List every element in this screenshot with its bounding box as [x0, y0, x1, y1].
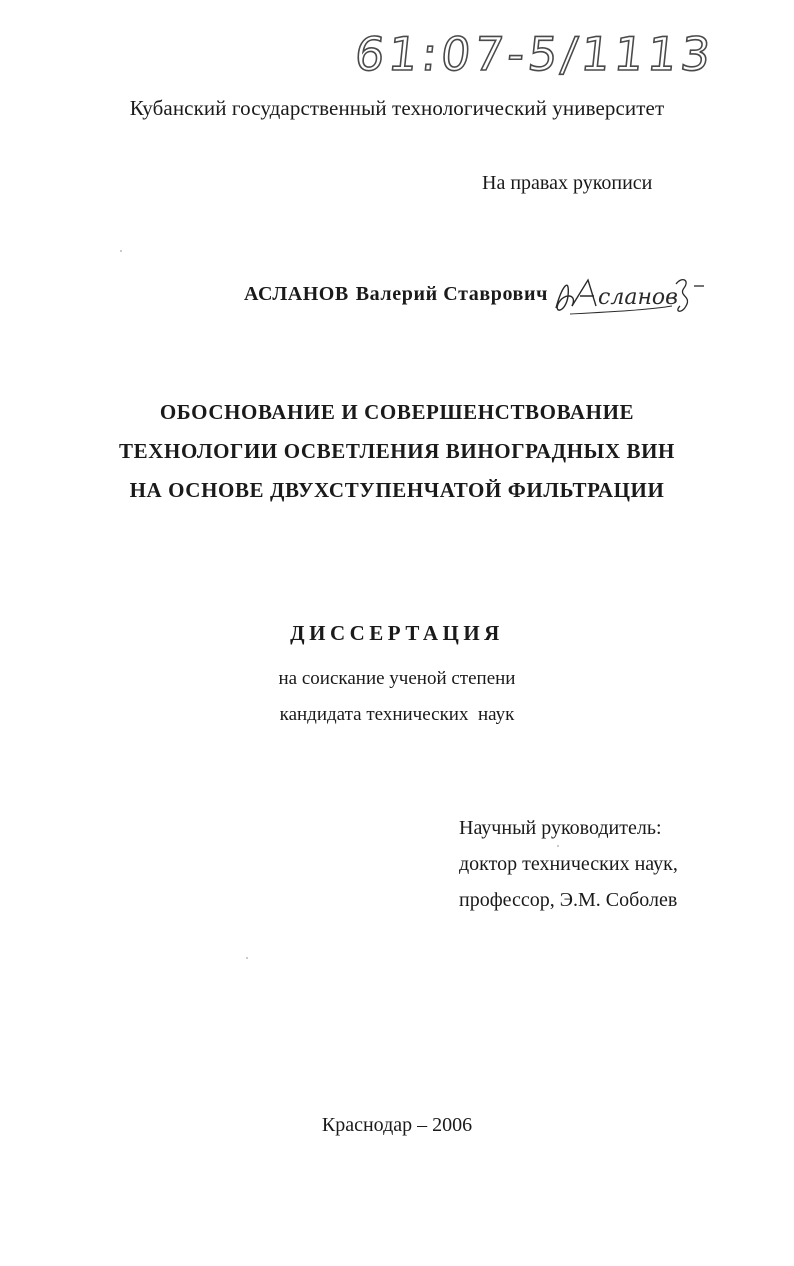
archive-stamp-text: 61:07-5/1113 — [352, 27, 717, 81]
supervisor-credentials: доктор технических наук, — [459, 853, 678, 875]
archive-stamp — [352, 18, 717, 88]
dissertation-title — [0, 393, 794, 510]
title-line-1: ОБОСНОВАНИЕ И СОВЕРШЕНСТВОВАНИЕ — [159, 400, 635, 424]
archive-stamp-handwriting — [352, 18, 717, 88]
dissertation-label: ДИССЕРТАЦИЯ — [290, 621, 504, 645]
scan-speck — [557, 845, 559, 847]
scan-speck — [120, 250, 122, 252]
degree-line-1: на соискание ученой степени — [278, 668, 516, 689]
supervisor-block — [459, 810, 678, 918]
manuscript-rights-note: На правах рукописи — [482, 172, 653, 194]
signature-drawing — [548, 266, 708, 322]
title-line-3: НА ОСНОВЕ ДВУХСТУПЕНЧАТОЙ ФИЛЬТРАЦИИ — [129, 478, 665, 502]
svg-text:сланов: сланов — [598, 285, 678, 310]
degree-description — [0, 661, 794, 733]
author-given-names: Валерий Ставрович — [355, 283, 548, 305]
scan-speck — [246, 957, 248, 959]
degree-line-2: кандидата технических наук — [279, 704, 515, 725]
supervisor-heading: Научный руководитель: — [459, 817, 662, 839]
university-name: Кубанский государственный технологический университет — [129, 96, 665, 120]
city-year: Краснодар – 2006 — [321, 1114, 473, 1136]
supervisor-name: профессор, Э.М. Соболев — [459, 889, 678, 911]
author-surname: АСЛАНОВ — [244, 283, 349, 305]
author-name — [244, 283, 548, 306]
author-signature — [548, 266, 708, 322]
title-line-2: ТЕХНОЛОГИИ ОСВЕТЛЕНИЯ ВИНОГРАДНЫХ ВИН — [119, 439, 675, 463]
